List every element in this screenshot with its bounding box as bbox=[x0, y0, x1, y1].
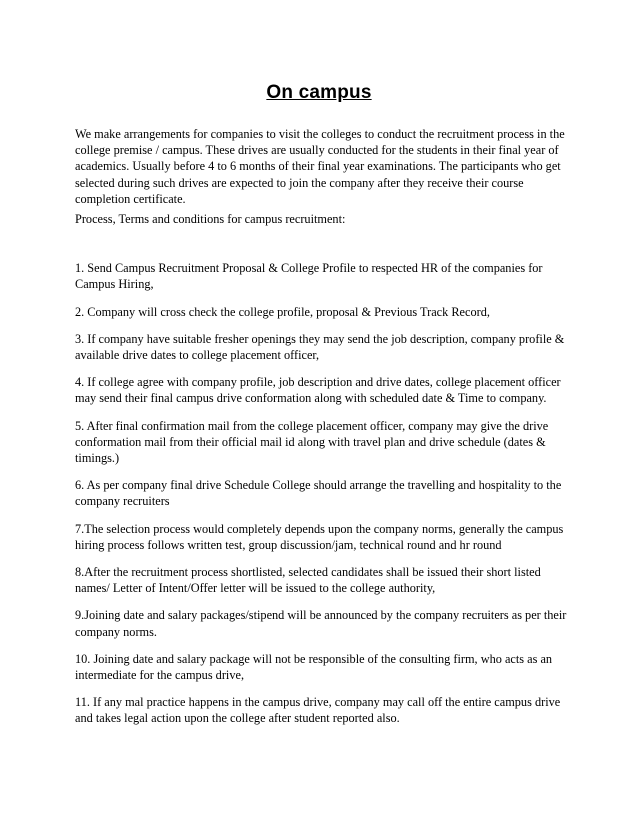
list-item: 5. After final confirmation mail from the college placement officer, company may give the drive conformation mail from their official mail id along with travel plan and drive schedule (dates & timings.) bbox=[75, 418, 549, 466]
list-item: 10. Joining date and salary package will not be responsible of the consulting firm, who acts as an intermediate for the campus drive, bbox=[75, 651, 553, 683]
list-item: 4. If college agree with company profile, job description and drive dates, college placement officer may send their final campus drive conformation along with scheduled date & Time to company. bbox=[75, 375, 561, 406]
page-title: On campus bbox=[266, 82, 372, 103]
list-item: 1. Send Campus Recruitment Proposal & College Profile to respected HR of the companies for Campus Hiring, bbox=[75, 261, 543, 292]
list-item: 11. If any mal practice happens in the campus drive, company may call off the entire campus drive and takes legal action upon the college after student reported also. bbox=[75, 695, 561, 726]
list-item: 8.After the recruitment process shortlisted, selected candidates shall be issued their short listed names/ Letter of Intent/Offer letter will be issued to the college authority, bbox=[75, 565, 541, 596]
list-item: 3. If company have suitable fresher openings they may send the job description, company profile & available drive dates to college placement officer, bbox=[75, 331, 565, 363]
list-item: 7.The selection process would completely depends upon the company norms, generally the campus hiring process follows written test, group discussion/jam, technical round and hr round bbox=[75, 521, 564, 552]
document-body bbox=[75, 126, 570, 738]
list-item: 6. As per company final drive Schedule College should arrange the travelling and hospitality to the company recruiters bbox=[75, 478, 562, 509]
intro-paragraph: We make arrangements for companies to visit the colleges to conduct the recruitment process in the college premise / campus. These drives are usually conducted for the students in their final year of academics. Usually before 4 to 6 months of their final year examinations. The participants who get selected during such drives are expected to join the company after they receive their course completion certificate. bbox=[75, 127, 565, 206]
list-item: 9.Joining date and salary packages/stipend will be announced by the company recruiters as per their company norms. bbox=[75, 608, 567, 639]
list-item: 2. Company will cross check the college profile, proposal & Previous Track Record, bbox=[75, 304, 490, 319]
process-heading: Process, Terms and conditions for campus recruitment: bbox=[75, 212, 346, 227]
conditions-list bbox=[75, 260, 570, 726]
